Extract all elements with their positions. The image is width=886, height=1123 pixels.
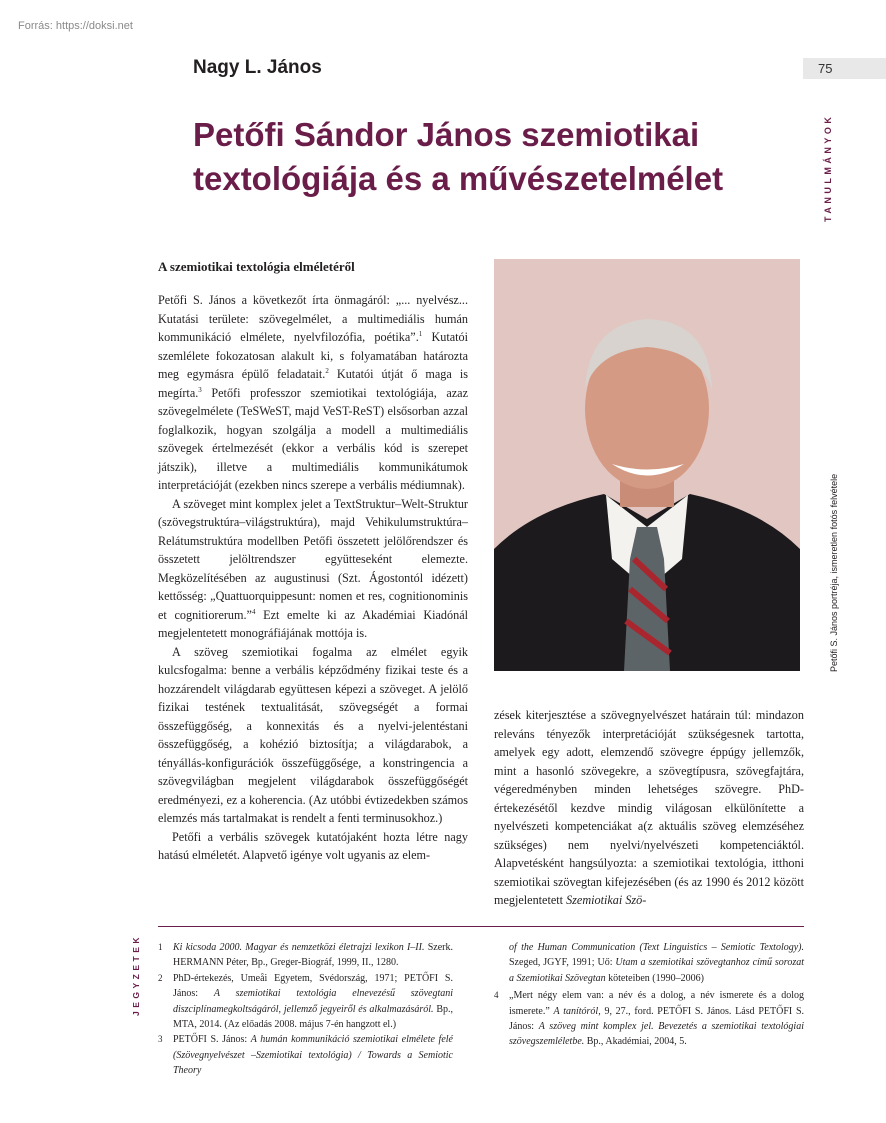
portrait-photo (494, 259, 800, 671)
footnote-3-continued: of the Human Communication (Text Linguistics – Semiotic Textology). Szeged, JGYF, 1991; Uő: Utam a szemiotikai szövegtanhoz című sorozat a Szemiotikai Szövegtan köteteiben (1990–2006) (509, 942, 804, 984)
footnote-2: 2 PhD-értekezés, Umeåi Egyetem, Svédország, 1971; PETŐFI S. János: A szemiotikai textológia elnevezésű szövegtani diszciplínamegkoltságáról, jellemző jegyeiről és alkalmazásáról. Bp., MTA, 2014. (Az előadás 2008. május 7-én hangzott el.) (158, 972, 453, 1031)
footnote-4: 4 „Mert négy elem van: a név és a dolog, a név ismerete és a dolog ismerete.” A tanítóról, 9, 27., ford. PETŐFI S. János. Lásd PETŐFI S. János: A szöveg mint komplex jel. Bevezetés a szemiotikai textológiai szövegszemléletbe. Bp., Akadémiai, 2004, 5. (494, 990, 805, 1048)
photo-caption: Petőfi S. János portréja, ismeretlen fotós felvétele (829, 473, 839, 672)
paragraph-3: A szöveg szemiotikai fogalma az elmélet egyik kulcsfogalma: benne a verbális képződmény fizikai teste és a hozzárendelt világdarab együttesen képezi a szöveget. A jelölő fizikai testének textualitását, szövegségét a formai összefüggőség, a konnexitás és a nyelvi-jelentéstani összefüggőség, a kohézió biztosítja; a világdarabok, a tényállás-konfigurációk összefüggősége, a konstringencia a szövegvilágban megjelent világdarabok összefüggőségét eredményezi, ez a koherencia. (Az utóbbi évtizedekben számos elemzés más tartalmakat is rendelt a fenti terminusokhoz.) (158, 644, 468, 825)
paragraph-5: zések kiterjesztése a szövegnyelvészet határain túl: mindazon releváns tényezők interpretációját szükségesnek tartotta, amelyek egy adott, elemzendő szövegre éppúgy jellemzők, mint a hasonló szövegekre, a szövegtípusra, szövegfajtára, végeredményben minden lehetséges szövegre. PhD-értekezésétől kezdve mindig világosan elkülönítette a nyelvészeti kompetenciákat a(z aktuális szöveg elemzéséhez szükséges) nem nyelvi/nyelvészeti kompetenciáktól. Alapvetésként hangsúlyozta: a szemiotikai textológia, itthoni szemiotikai szövegtan kifejezésében (és az 1990 és 2012 között megjelentetett Szemiotikai Szö- (494, 708, 804, 907)
section-heading: A szemiotikai textológia elméletéről (158, 259, 355, 274)
footnote-3: 3 PETŐFI S. János: A humán kommunikáció szemiotikai elmélete felé (Szövegnyelvészet –Szemiotikai textológia) / Towards a Semiotic Theory (158, 1034, 453, 1077)
paragraph-4: Petőfi a verbális szövegek kutatójaként hozta létre nagy hatású elméletét. Alapvető igénye volt ugyanis az elem- (158, 829, 468, 862)
section-side-label: TANULMÁNYOK (823, 113, 833, 222)
footnote-divider (158, 926, 804, 927)
page-number-box (803, 58, 886, 79)
article-title: Petőfi Sándor János szemiotikai textológiája és a művészetelmélet (193, 116, 724, 197)
footnotes-left (158, 940, 453, 1079)
page-number: 75 (818, 61, 833, 76)
text-column-right (494, 706, 804, 910)
text-column-left (158, 291, 468, 865)
footnotes-right (494, 940, 804, 1050)
paragraph-2: A szöveget mint komplex jelet a TextStruktur–Welt-Struktur (szövegstruktúra–világstruktúra), majd Vehikulumstruktúra–Relátumstruktúra modellben Petőfi összetett jelölőrendszer és összetett jelöltrendszer együtteseként elemezte. Megközelítésében az augustinusi (Szt. Ágostontól idézett) kettősség: „Quattuorquippesunt: nomen et res, cognitionominis et cognitiorerum.”$^4$ Ezt emelte ki az Akadémiai Kiadónál megjelentetett monográfiájának mottója is. (158, 496, 468, 640)
source-url: Forrás: https://doksi.net (18, 20, 133, 32)
paragraph-1: Petőfi S. János a következőt írta önmagáról: „... nyelvész... Kutatási területe: szövegelmélet, a multimediális humán kommunikáció elmélete, nyelvfilozófia, poétika”.$^1$ Kutatói szemlélete fokozatosan alakult ki, s folyamatában határozta meg egymásra épülő feladatait.$^2$ Kutatói útját ő maga is megírta.$^3$ Petőfi professzor szemiotikai textológiája, azaz szövegelmélete (TeSWeST, majd VeST-ReST) elsősorban azzal foglalkozik, hogyan szolgálja a modell a multimediális szövegek értelmezését (ekkor a verbális kód is szerepet játszik), illetve a multimediális kommunikátumok interpretációját (ezekben nincs szerepe a verbális médiumnak). (158, 293, 468, 492)
article-author: Nagy L. János (193, 57, 322, 78)
footnote-1: 1 Ki kicsoda 2000. Magyar és nemzetközi életrajzi lexikon I–II. Szerk. HERMANN Péter, Bp., Greger-Biográf, 1999, II., 1280. (158, 942, 453, 969)
notes-side-label: JEGYZETEK (131, 933, 141, 1016)
